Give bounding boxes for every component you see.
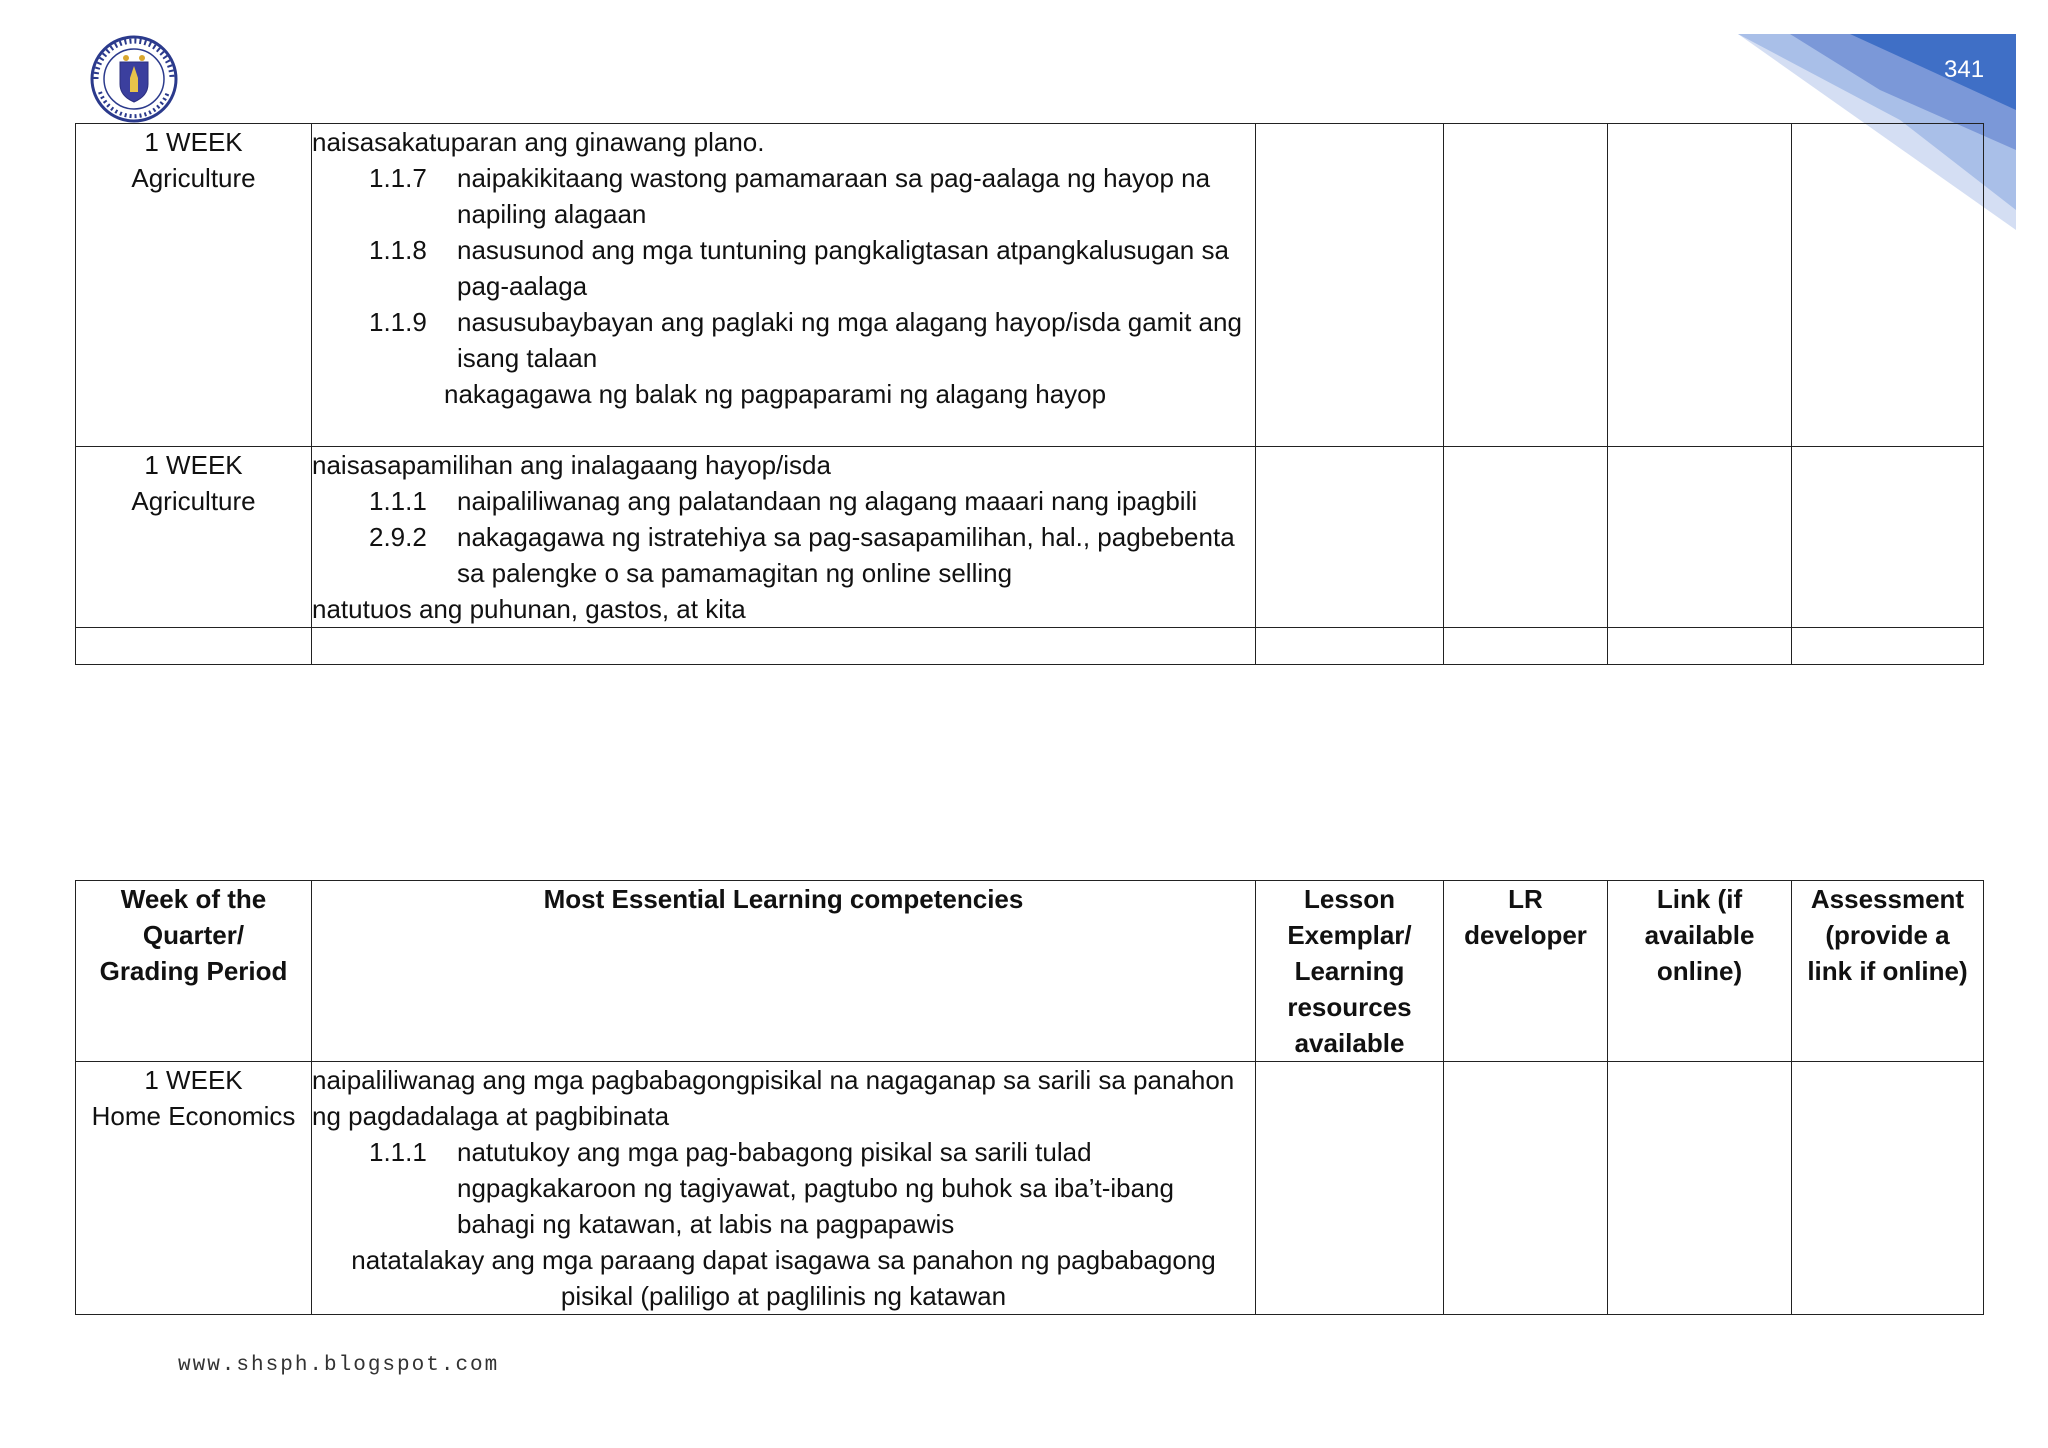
table-row [76,1062,1984,1315]
footer-url: www.shsph.blogspot.com [178,1354,500,1377]
item-text: nakagagawa ng istratehiya sa pag-sasapamilihan, hal., pagbebenta sa palengke o sa pamamagitan ng online selling [457,522,1235,588]
header-week: Week of the Quarter/ Grading Period [76,881,312,1062]
week-label: 1 WEEK [144,450,243,480]
item-number: 1.1.8 [369,235,427,265]
empty-cell [76,628,312,665]
header-assessment: Assessment (provide a link if online) [1792,881,1984,1062]
item-text: natutukoy ang mga pag-babagong pisikal sa sarili tulad ngpagkakaroon ng tagiyawat, pagtubo ng buhok sa iba’t-ibang bahagi ng katawan, at labis na pagpapawis [457,1137,1174,1239]
item-text: nasusubaybayan ang paglaki ng mga alagang hayop/isda gamit ang isang talaan [457,307,1242,373]
header-link: Link (if available online) [1608,881,1792,1062]
empty-cell [312,628,1256,665]
competency-tail: nakagagawa ng balak ng pagpaparami ng alagang hayop [444,379,1107,409]
competency-tail: natatalakay ang mga paraang dapat isagawa sa panahon ng pagbabagong pisikal (paliligo at paglilinis ng katawan [351,1245,1216,1311]
subject-label: Agriculture [131,486,256,516]
empty-cell [1444,628,1608,665]
empty-cell [1792,628,1984,665]
competency-tail: natutuos ang puhunan, gastos, at kita [312,594,746,624]
competency-lead: naisasapamilihan ang inalagaang hayop/isda [312,450,831,480]
table-header-row [76,881,1984,1062]
empty-cell [1608,124,1792,447]
week-cell [76,447,312,628]
empty-cell [1608,628,1792,665]
competency-cell [312,447,1256,628]
item-number: 2.9.2 [369,522,427,552]
competencies-table-continued [75,123,1984,665]
table-row-empty [76,628,1984,665]
item-text: nasusunod ang mga tuntuning pangkaligtasan atpangkalusugan sa pag-aalaga [457,235,1229,301]
empty-cell [1256,628,1444,665]
competency-lead: naipaliliwanag ang mga pagbabagongpisikal na nagaganap sa sarili sa panahon ng pagdadalaga at pagbibinata [312,1065,1235,1131]
competency-item [369,483,1255,519]
week-label: 1 WEEK [144,127,243,157]
page-number: 341 [1944,56,1985,83]
subject-label: Home Economics [91,1101,296,1131]
empty-cell [1608,1062,1792,1315]
item-text: naipaliliwanag ang palatandaan ng alagang maaari nang ipagbili [457,486,1198,516]
empty-cell [1444,447,1608,628]
table-row [76,447,1984,628]
competency-cell [312,124,1256,447]
item-number: 1.1.1 [369,1137,427,1167]
header-lesson-exemplar: Lesson Exemplar/ Learning resources available [1256,881,1444,1062]
empty-cell [1608,447,1792,628]
item-number: 1.1.9 [369,307,427,337]
subject-label: Agriculture [131,163,256,193]
empty-cell [1256,1062,1444,1315]
competency-item [369,232,1255,304]
item-number: 1.1.7 [369,163,427,193]
header-competencies: Most Essential Learning competencies [312,881,1256,1062]
empty-cell [1256,447,1444,628]
empty-cell [1444,1062,1608,1315]
empty-cell [1792,124,1984,447]
competency-lead: naisasakatuparan ang ginawang plano. [312,127,765,157]
week-label: 1 WEEK [144,1065,243,1095]
week-cell [76,124,312,447]
empty-cell [1256,124,1444,447]
competency-item [369,304,1255,376]
empty-cell [1792,1062,1984,1315]
week-cell [76,1062,312,1315]
competency-item [369,1134,1255,1242]
competencies-table [75,880,1984,1315]
table-row [76,124,1984,447]
item-text: naipakikitaang wastong pamamaraan sa pag-aalaga ng hayop na napiling alagaan [457,163,1211,229]
competency-item [369,160,1255,232]
header-lr-developer: LR developer [1444,881,1608,1062]
competency-cell [312,1062,1256,1315]
empty-cell [1792,447,1984,628]
empty-cell [1444,124,1608,447]
competency-item [369,519,1255,591]
item-number: 1.1.1 [369,486,427,516]
